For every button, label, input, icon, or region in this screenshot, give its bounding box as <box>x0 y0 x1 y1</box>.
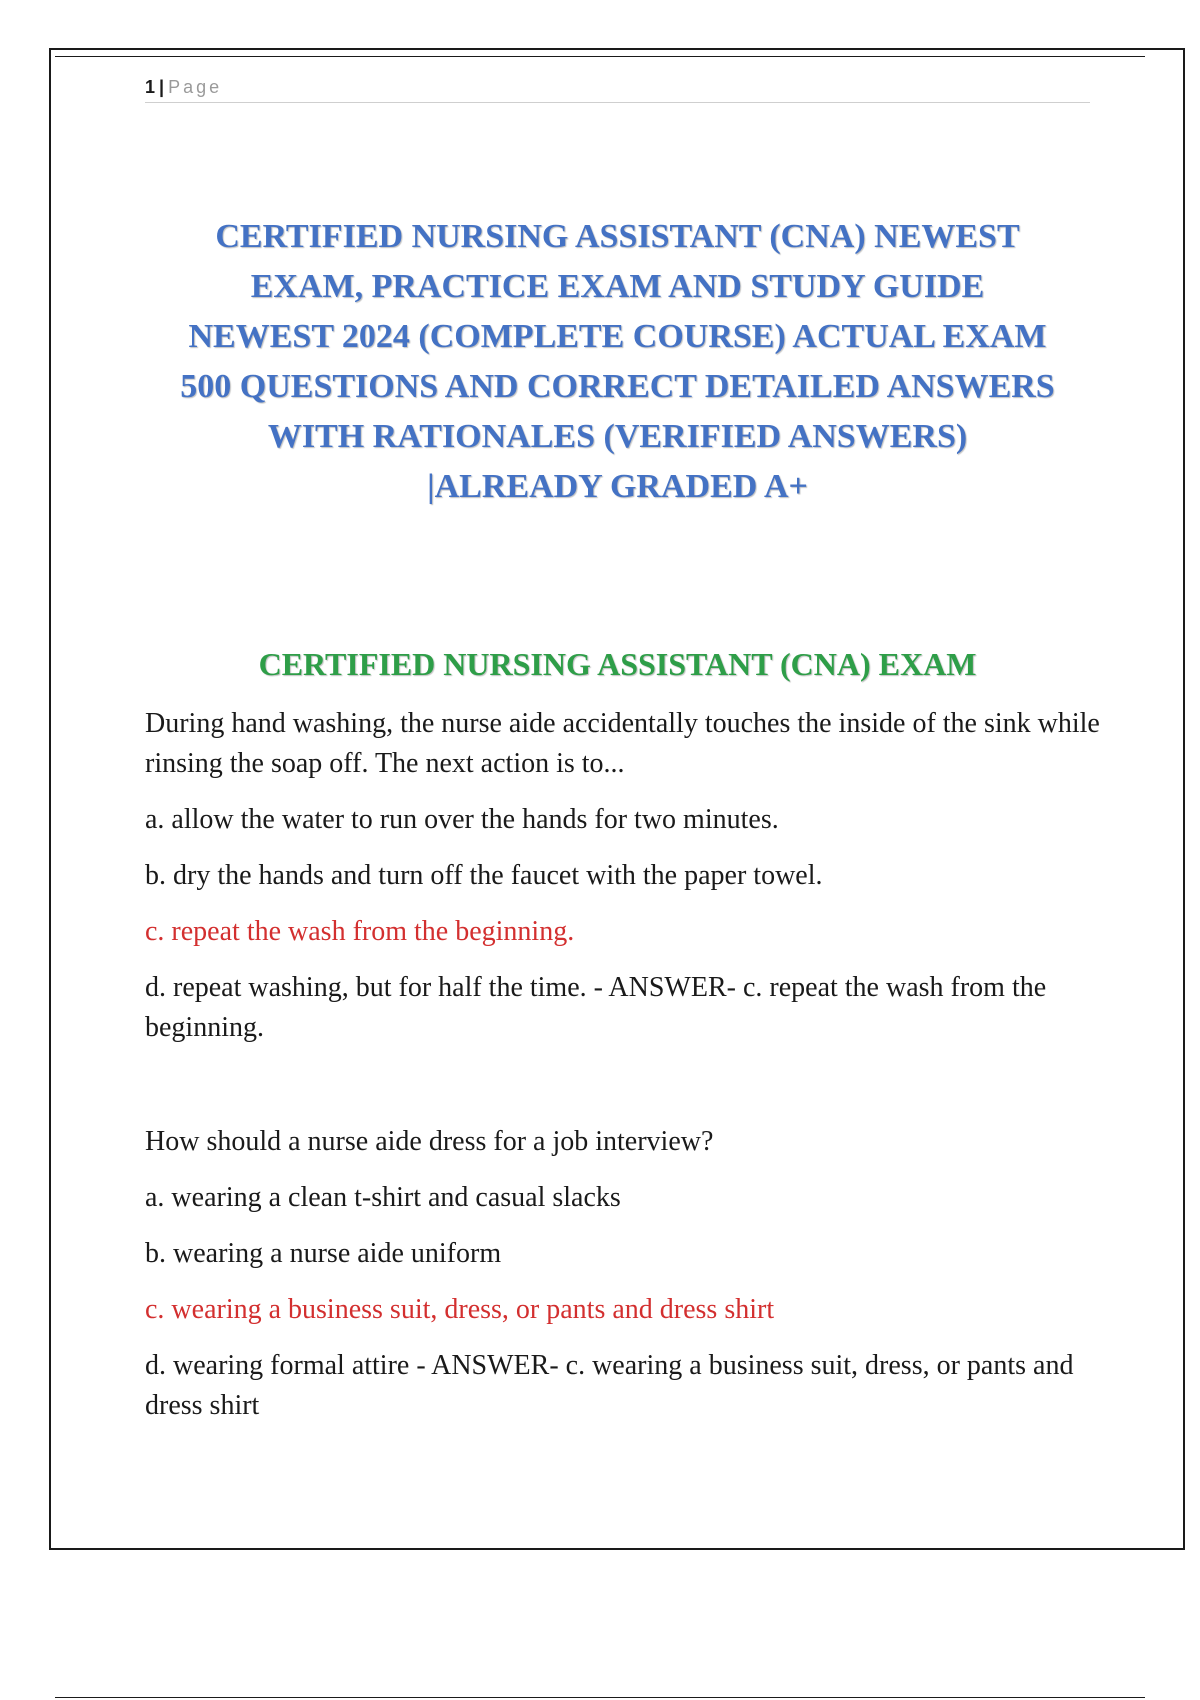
section-heading: CERTIFIED NURSING ASSISTANT (CNA) EXAM <box>258 646 977 682</box>
option-a: a. wearing a clean t-shirt and casual slacks <box>145 1182 621 1213</box>
title-line: |ALREADY GRADED A+ <box>427 468 808 505</box>
option-d-with-answer: d. repeat washing, but for half the time. - ANSWER- c. repeat the wash from the beginning. <box>145 972 1047 1043</box>
question-block <box>145 704 1100 1048</box>
question-stem: During hand washing, the nurse aide accidentally touches the inside of the sink while rinsing the soap off. The next action is to... <box>145 708 1100 779</box>
title-line: NEWEST 2024 (COMPLETE COURSE) ACTUAL EXAM <box>188 318 1047 355</box>
option-b: b. dry the hands and turn off the faucet with the paper towel. <box>145 860 823 891</box>
title-line: CERTIFIED NURSING ASSISTANT (CNA) NEWEST <box>215 218 1020 255</box>
page-label: Page <box>168 77 223 97</box>
bottom-rule <box>55 1697 1145 1698</box>
page-header <box>145 76 1090 103</box>
option-b: b. wearing a nurse aide uniform <box>145 1238 502 1269</box>
title-line: EXAM, PRACTICE EXAM AND STUDY GUIDE <box>250 268 985 305</box>
question-block <box>145 1122 1100 1426</box>
title-line: 500 QUESTIONS AND CORRECT DETAILED ANSWERS <box>180 368 1055 405</box>
question-stem: How should a nurse aide dress for a job interview? <box>145 1126 714 1157</box>
option-c-correct: c. repeat the wash from the beginning. <box>145 916 575 947</box>
header-separator: | <box>159 77 165 97</box>
top-rule <box>55 56 1145 57</box>
document-title <box>130 212 1105 512</box>
option-d-with-answer: d. wearing formal attire - ANSWER- c. wearing a business suit, dress, or pants and dress shirt <box>145 1350 1074 1421</box>
option-a: a. allow the water to run over the hands for two minutes. <box>145 804 779 835</box>
option-c-correct: c. wearing a business suit, dress, or pants and dress shirt <box>145 1294 775 1325</box>
page-number: 1 <box>145 77 156 97</box>
title-line: WITH RATIONALES (VERIFIED ANSWERS) <box>267 418 968 455</box>
